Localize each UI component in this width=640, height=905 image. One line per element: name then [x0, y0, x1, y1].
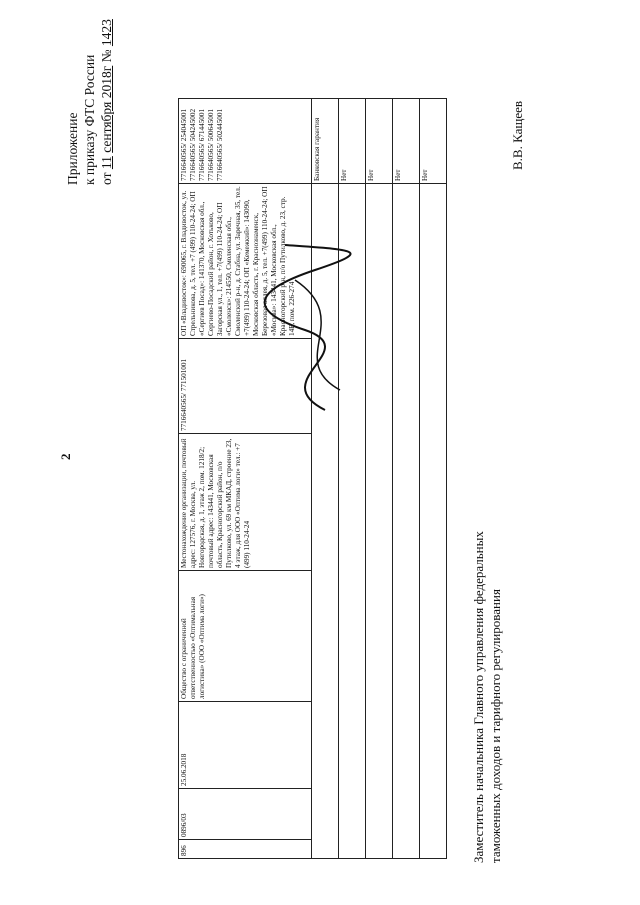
cell-c3: Нет — [393, 99, 420, 184]
cell-row-no: 896 — [179, 840, 312, 859]
appendix-day: 11 — [99, 156, 114, 170]
appendix-line3 — [98, 19, 115, 185]
cell-guarantee: Банковская гарантия — [312, 99, 339, 184]
signer-name: В.В. Кащеев — [510, 100, 525, 170]
cell-inn: 7716640565/ 771501001 — [179, 339, 312, 434]
cell-c4: Нет — [420, 99, 447, 184]
signer-title: Заместитель начальника Главного управления федеральных таможенных доходов и тарифного регулирования — [471, 531, 503, 863]
appendix-line2: к приказу ФТС России — [82, 54, 97, 185]
cell-org: Общество с ограниченной ответственностью «Оптимальная логистика» (ООО «Оптима логи») — [179, 571, 312, 702]
appendix-num-label: № — [99, 49, 114, 63]
appendix-num: 1423 — [99, 19, 114, 47]
appendix-header — [64, 19, 115, 185]
cell-branch-inn: 7716640565/ 254045001 7716640565/ 504245002 7716640565/ 671445001 7716640565/ 500645001 7716640565/ 502445001 — [179, 99, 312, 184]
cell-empty-5 — [420, 184, 447, 859]
cell-code: 0896/03 — [179, 789, 312, 840]
appendix-month: сентября 2018г — [99, 65, 114, 153]
appendix-line1: Приложение — [65, 112, 80, 185]
cell-address: Местонахождение организации, почтовый адрес: 127576, г. Москва, ул. Новгородская, д. 1, этаж 2, пом. 1218/2; почтовый адрес: 143441, Московская область, Красногорский район, п/о Путилково, ул. 69 км МКАД, строение 23, 4 этаж, для ООО «Оптима логи» тел.: +7 (499) 110-24-24 — [179, 434, 312, 571]
cell-branches: ОП «Владивосток»: 690065, г. Владивосток, ул. Стрельникова, д. 5, тел. +7 (499) 110-24-24; ОП «Сергиев Посад»: 141370, Московская обл., Сергиево-Посадский район, г. Хотьково, Загорская ул., 1, тел. +7(499) 110-24-24; ОП «Смоленск»: 214550, Смоленская обл., Смоленский р-н, д. Стабна, ул. Заречная, 35, тел. +7(499) 110-24-24; ОП «Кемежкий»: 143090, Московская область, г. Краснознаменск, Березовая аллея, д. 5, тел. +7(499) 110-24-24; ОП «Москва»: 143441, Московская обл., Красногорский р-н, п/о Путилково, д. 23, стр. 14Б, пом. 226-274 — [179, 184, 312, 339]
registry-table — [178, 98, 447, 859]
page-number: 2 — [58, 453, 73, 460]
cell-c2: Нет — [366, 99, 393, 184]
cell-date: 25.06.2018 — [179, 702, 312, 789]
appendix-from: от — [99, 172, 114, 185]
cell-empty-4 — [393, 184, 420, 859]
handwritten-signature — [245, 240, 370, 420]
cell-c1: Нет — [339, 99, 366, 184]
